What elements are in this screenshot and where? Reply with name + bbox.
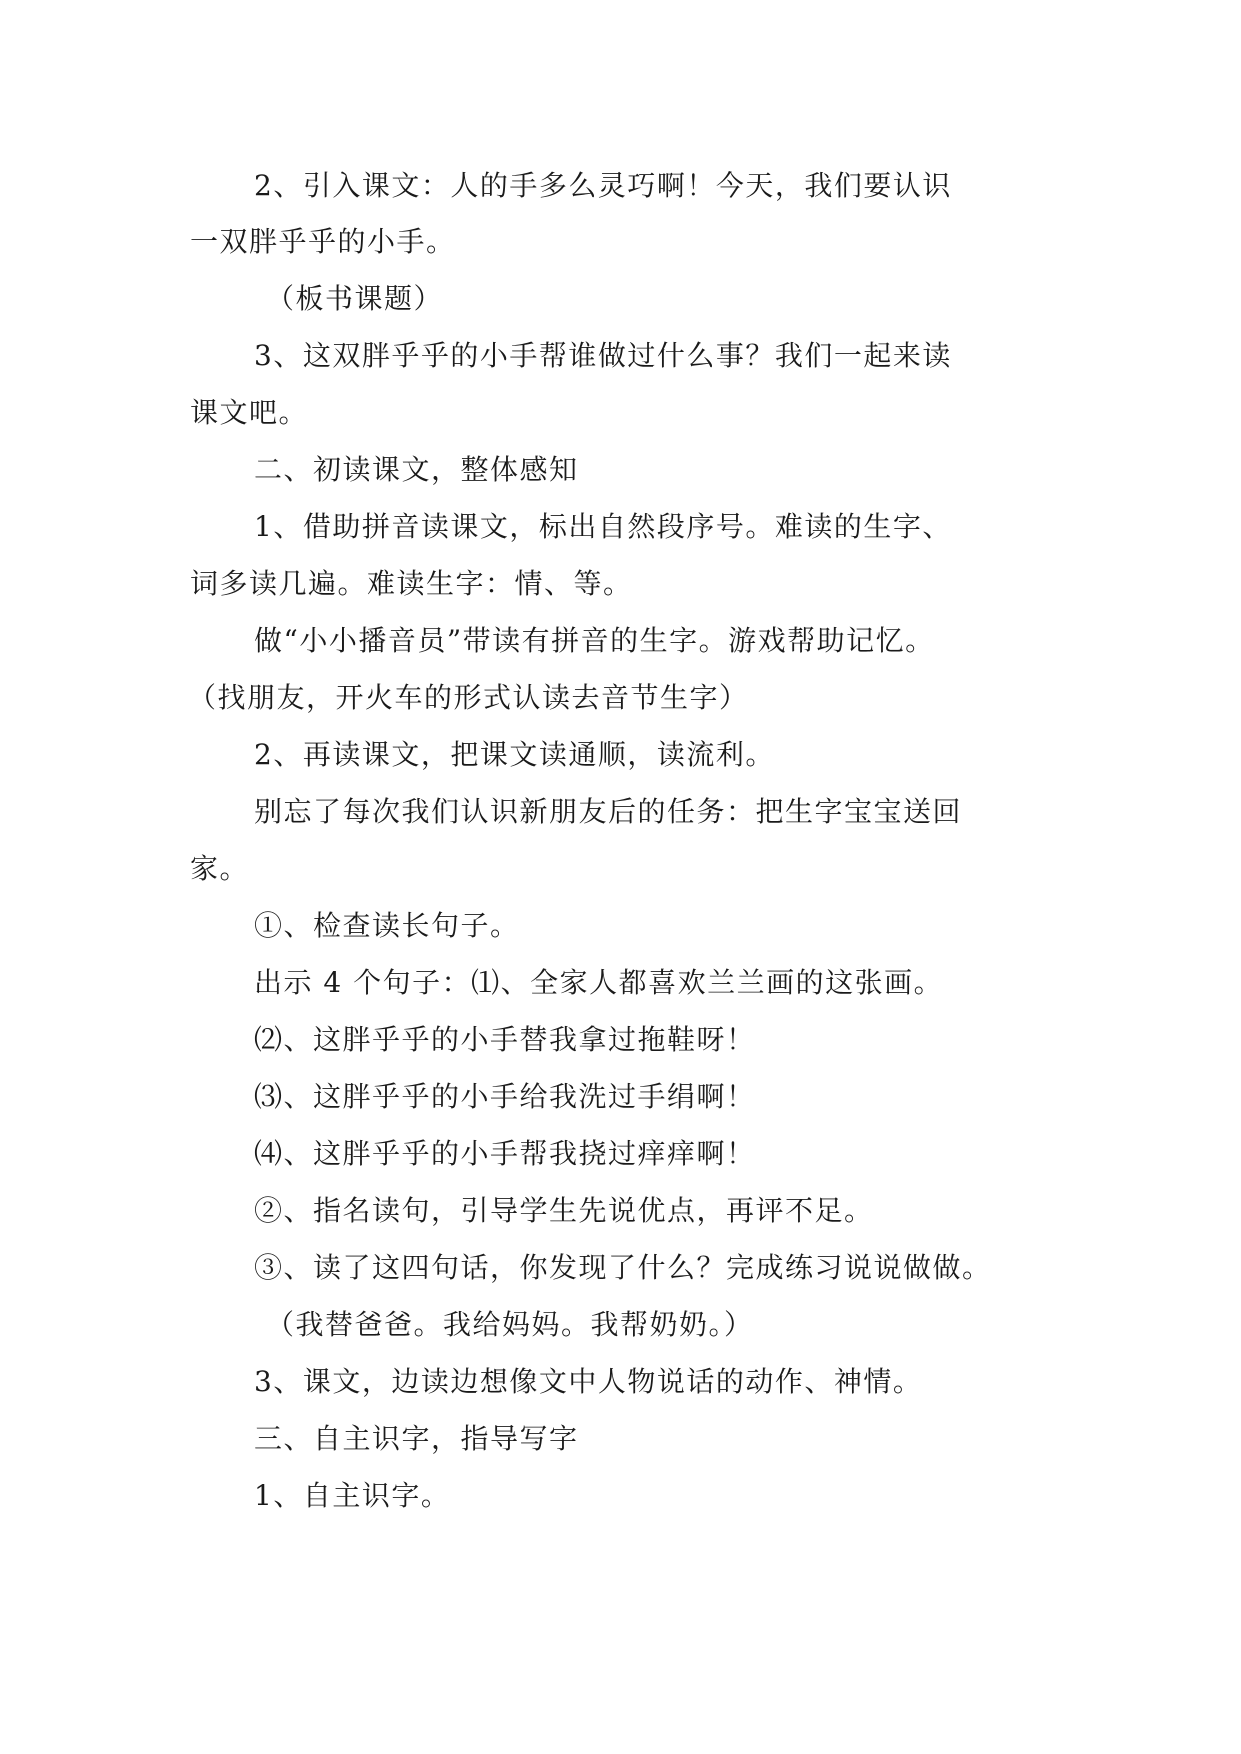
paragraph-line: ①、检查读长句子。 bbox=[254, 909, 520, 942]
paragraph-line: 出示 4 个句子：⑴、全家人都喜欢兰兰画的这张画。 bbox=[254, 966, 944, 999]
section-heading: 二、初读课文，整体感知 bbox=[254, 453, 579, 486]
paragraph-line: 1、自主识字。 bbox=[254, 1479, 451, 1512]
paragraph-line: ⑵、这胖乎乎的小手替我拿过拖鞋呀！ bbox=[254, 1023, 756, 1056]
paragraph-line: 家。 bbox=[190, 852, 250, 885]
paragraph-line: 一双胖乎乎的小手。 bbox=[190, 225, 456, 258]
paragraph-line: （板书课题） bbox=[266, 282, 444, 315]
paragraph-line: 1、借助拼音读课文，标出自然段序号。难读的生字、 bbox=[254, 510, 952, 543]
paragraph-line: 词多读几遍。难读生字：情、等。 bbox=[190, 567, 633, 600]
paragraph-line: 3、这双胖乎乎的小手帮谁做过什么事？我们一起来读 bbox=[254, 339, 952, 372]
paragraph-line: 2、再读课文，把课文读通顺，读流利。 bbox=[254, 738, 775, 771]
paragraph-line: 课文吧。 bbox=[190, 396, 309, 429]
paragraph-line: 别忘了每次我们认识新朋友后的任务：把生字宝宝送回 bbox=[254, 795, 963, 828]
paragraph-line: ⑷、这胖乎乎的小手帮我挠过痒痒啊！ bbox=[254, 1137, 756, 1170]
paragraph-line: （找朋友，开火车的形式认读去音节生字） bbox=[188, 681, 749, 714]
section-heading: 三、自主识字，指导写字 bbox=[254, 1422, 579, 1455]
paragraph-line: 做“小小播音员”带读有拼音的生字。游戏帮助记忆。 bbox=[254, 624, 935, 657]
paragraph-line: （我替爸爸。我给妈妈。我帮奶奶。） bbox=[266, 1308, 754, 1341]
paragraph-line: ⑶、这胖乎乎的小手给我洗过手绢啊！ bbox=[254, 1080, 756, 1113]
paragraph-line: 2、引入课文：人的手多么灵巧啊！今天，我们要认识 bbox=[254, 169, 952, 202]
paragraph-line: 3、课文，边读边想像文中人物说话的动作、神情。 bbox=[254, 1365, 923, 1398]
paragraph-line: ②、指名读句，引导学生先说优点，再评不足。 bbox=[254, 1194, 874, 1227]
paragraph-line: ③、读了这四句话，你发现了什么？完成练习说说做做。 bbox=[254, 1251, 992, 1284]
